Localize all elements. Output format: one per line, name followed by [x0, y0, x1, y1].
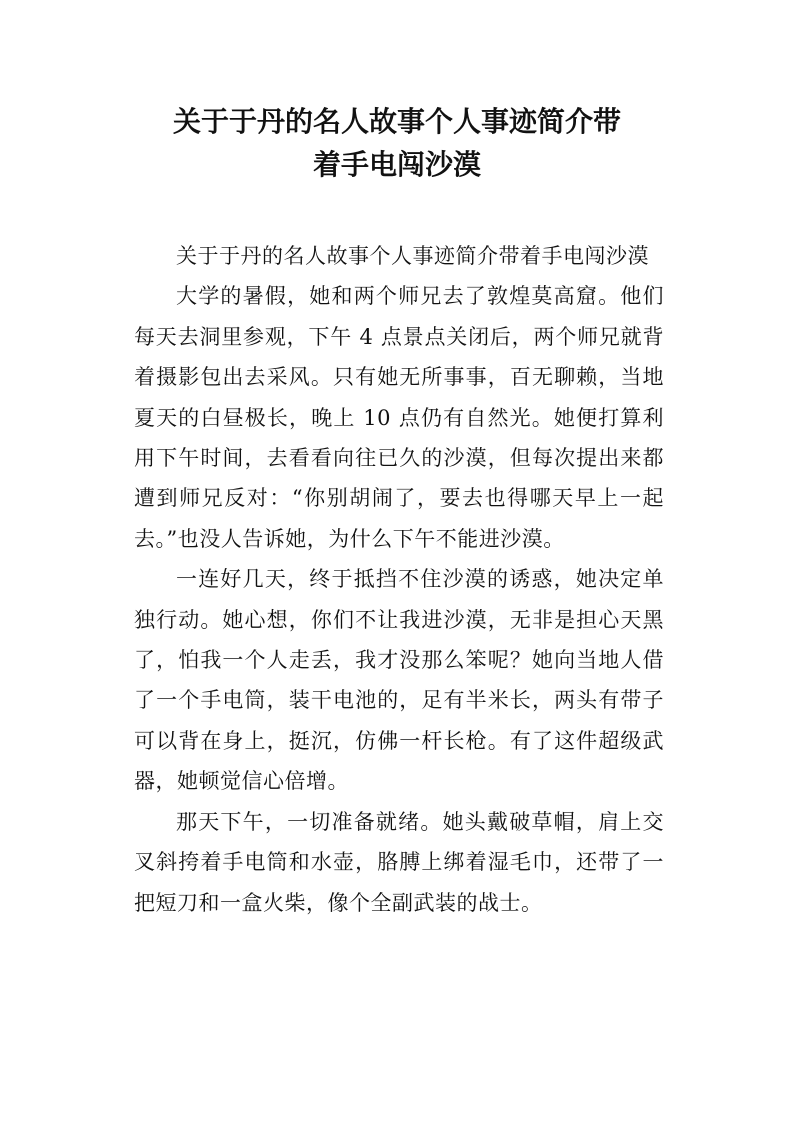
document-body — [134, 236, 664, 923]
paragraph-3: 那天下午，一切准备就绪。她头戴破草帽，肩上交叉斜挎着手电筒和水壶，胳膊上绑着湿毛巾，还带了一把短刀和一盒火柴，像个全副武装的战士。 — [134, 809, 664, 915]
title-line-1: 关于于丹的名人故事个人事迹简介带 — [172, 105, 621, 138]
paragraph-subtitle: 关于于丹的名人故事个人事迹简介带着手电闯沙漠 — [176, 244, 649, 268]
document-title — [100, 100, 694, 186]
paragraph-2: 一连好几天，终于抵挡不住沙漠的诱惑，她决定单独行动。她心想，你们不让我进沙漠，无非是担心天黑了，怕我一个人走丢，我才没那么笨呢？她向当地人借了一个手电筒，装干电池的，足有半米长，两头有带子可以背在身上，挺沉，仿佛一杆长枪。有了这件超级武器，她顿觉信心倍增。 — [134, 567, 664, 794]
paragraph-1: 大学的暑假，她和两个师兄去了敦煌莫高窟。他们每天去洞里参观，下午 4 点景点关闭后，两个师兄就背着摄影包出去采风。只有她无所事事，百无聊赖，当地夏天的白昼极长，晚上 10 点仍有自然光。她便打算利用下午时间，去看看向往已久的沙漠，但每次提出来都遭到师兄反对：“你别胡闹了，要去也得哪天早上一起去。”也没人告诉她，为什么下午不能进沙漠。 — [134, 284, 664, 551]
title-line-2: 着手电闯沙漠 — [312, 148, 481, 181]
